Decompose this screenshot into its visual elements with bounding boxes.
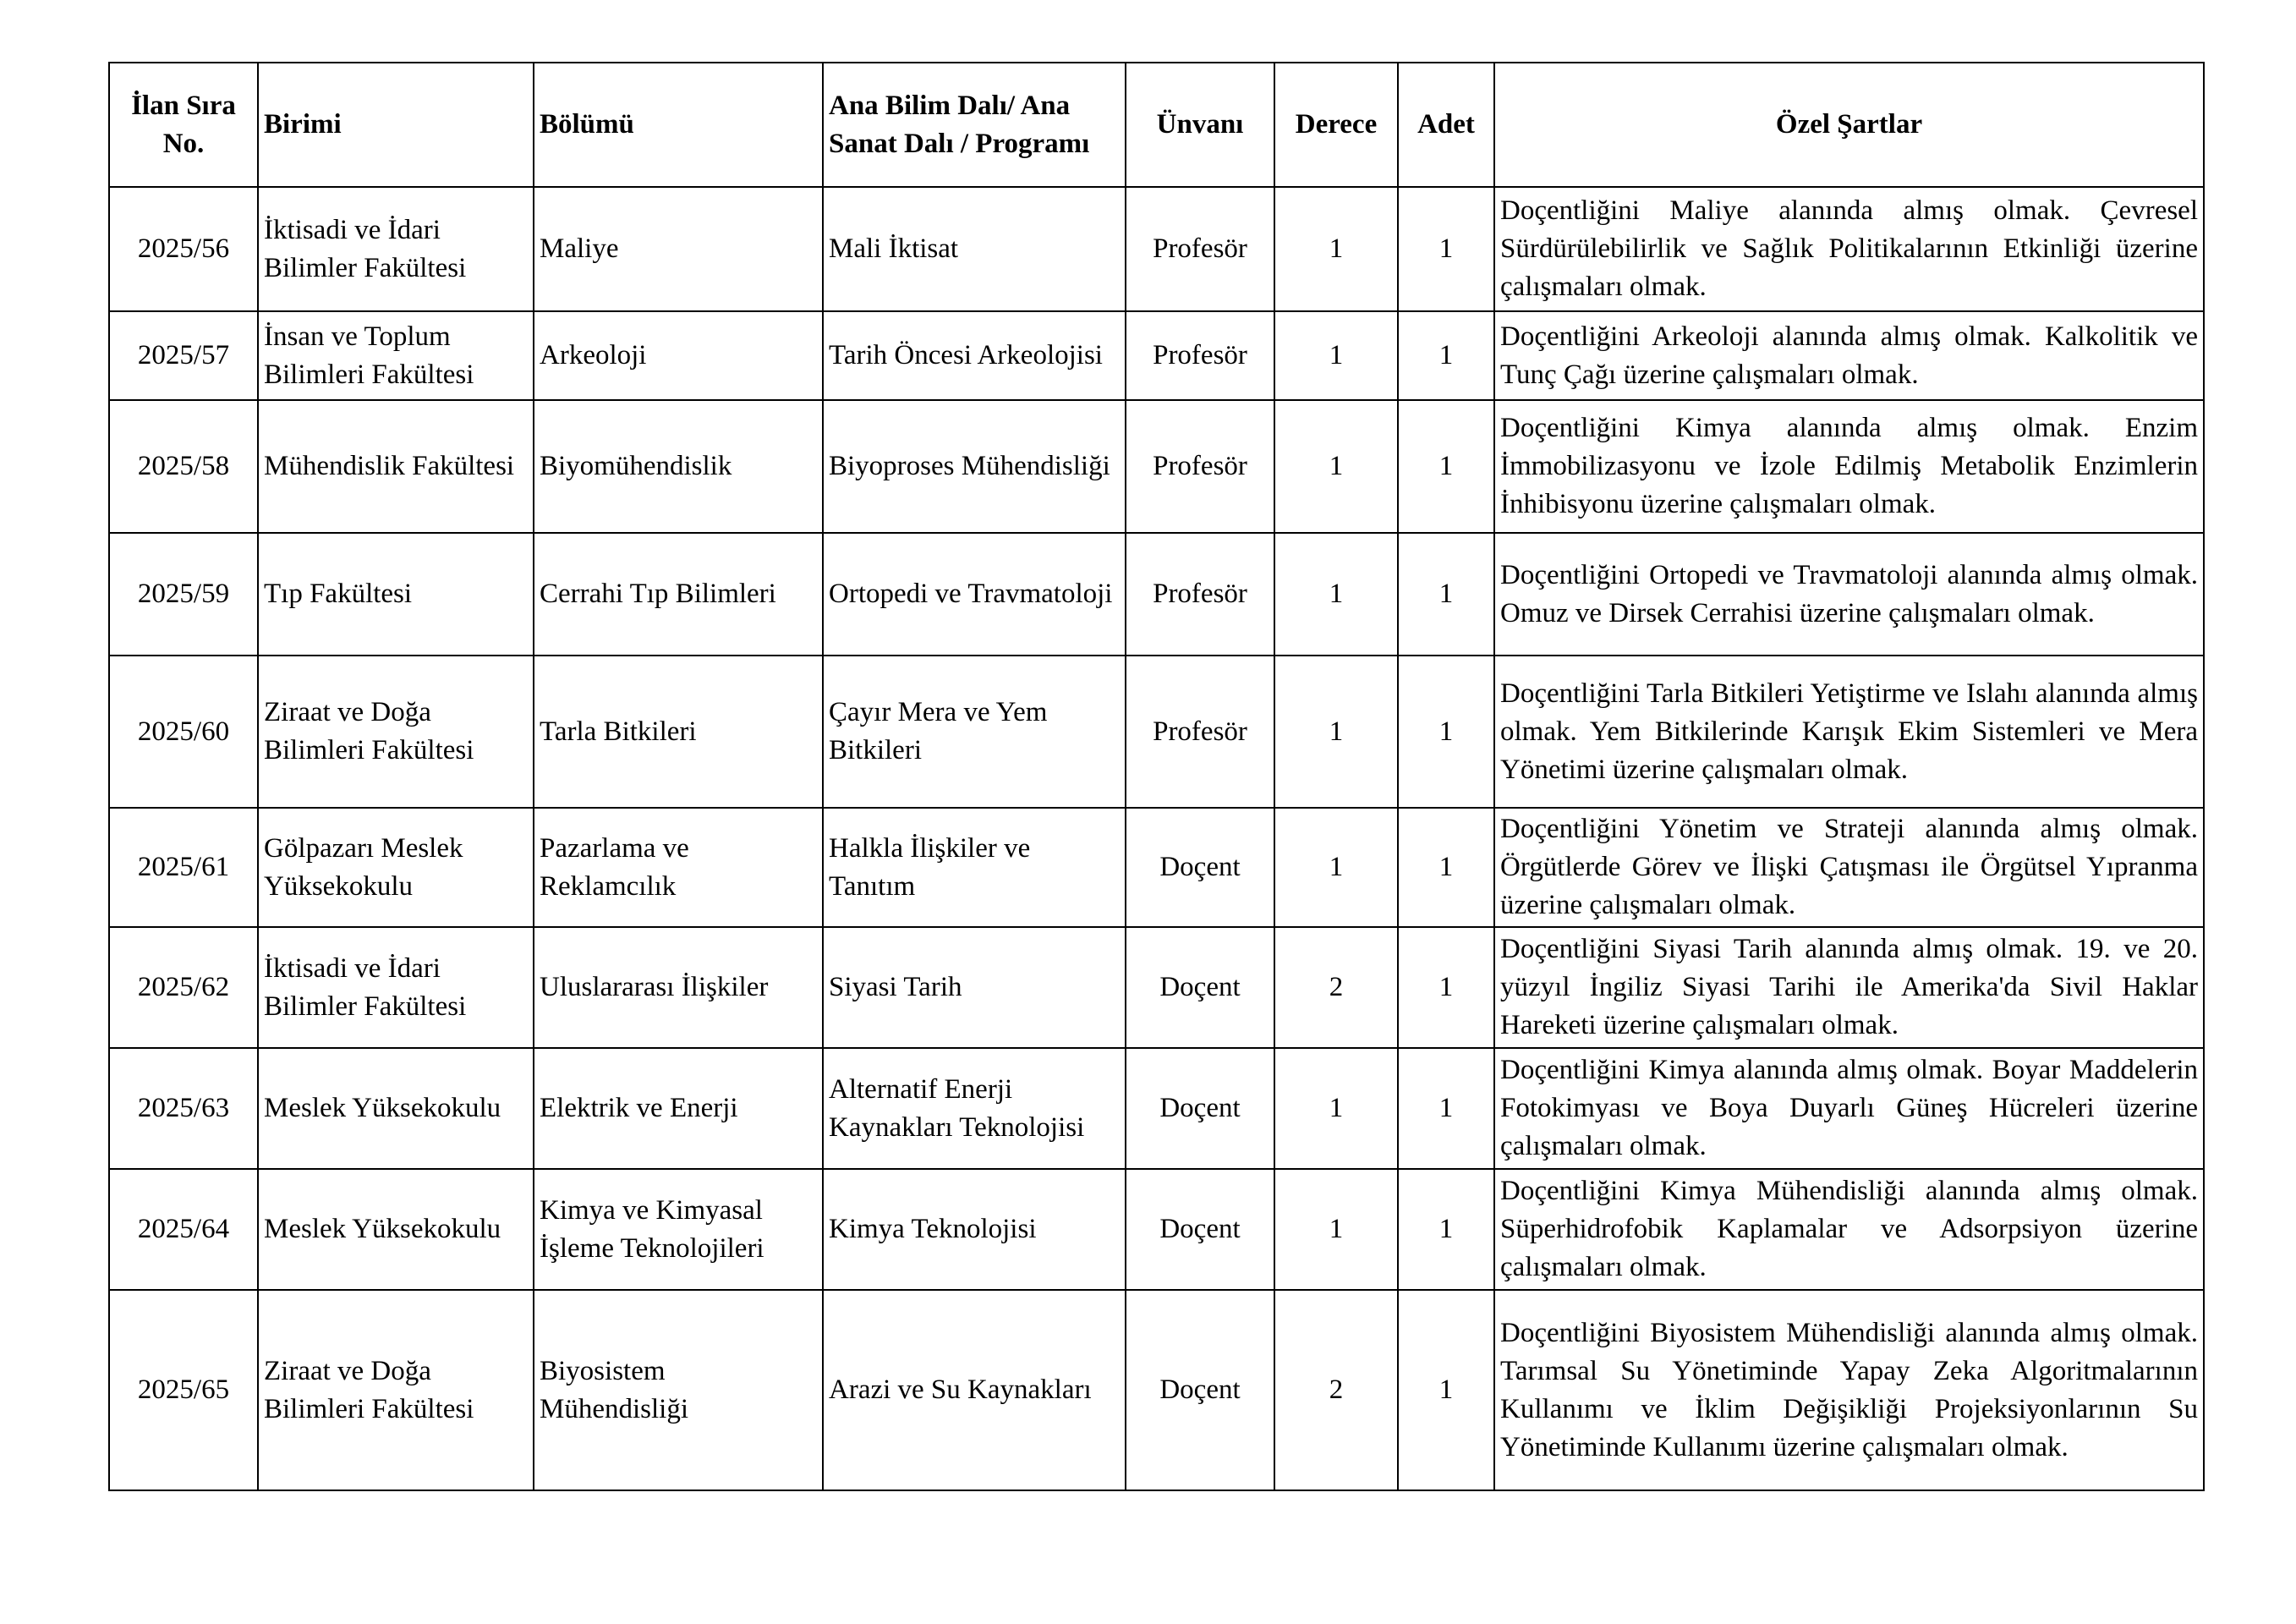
table-row <box>109 311 2204 400</box>
anabilim-cell: Halkla İlişkiler ve Tanıtım <box>823 808 1126 927</box>
bolumu-cell: Maliye <box>534 187 823 311</box>
header-birimi: Birimi <box>258 63 534 187</box>
ozel-sartlar-cell: Doçentliğini Kimya alanında almış olmak. Boyar Maddelerin Fotokimyası ve Boya Duyarlı Güneş Hücreleri üzerine çalışmaları olmak. <box>1494 1048 2204 1169</box>
derece-cell: 1 <box>1274 533 1398 656</box>
unvani-cell: Doçent <box>1126 808 1274 927</box>
unvani-cell: Profesör <box>1126 656 1274 808</box>
adet-cell: 1 <box>1398 311 1494 400</box>
adet-cell: 1 <box>1398 187 1494 311</box>
anabilim-cell: Siyasi Tarih <box>823 927 1126 1048</box>
birimi-cell: Gölpazarı Meslek Yüksekokulu <box>258 808 534 927</box>
birimi-cell: İktisadi ve İdari Bilimler Fakültesi <box>258 187 534 311</box>
birimi-cell: Meslek Yüksekokulu <box>258 1169 534 1290</box>
ozel-sartlar-cell: Doçentliğini Ortopedi ve Travmatoloji alanında almış olmak. Omuz ve Dirsek Cerrahisi üzerine çalışmaları olmak. <box>1494 533 2204 656</box>
unvani-cell: Doçent <box>1126 1290 1274 1490</box>
table-row <box>109 808 2204 927</box>
unvani-cell: Profesör <box>1126 311 1274 400</box>
table-row <box>109 1048 2204 1169</box>
header-derece: Derece <box>1274 63 1398 187</box>
derece-cell: 1 <box>1274 400 1398 533</box>
bolumu-cell: Biyomühendislik <box>534 400 823 533</box>
ozel-sartlar-cell: Doçentliğini Biyosistem Mühendisliği alanında almış olmak. Tarımsal Su Yönetiminde Yapay Zeka Algoritmalarının Kullanımı ve İklim Değişikliği Projeksiyonlarının Su Yönetiminde Kullanımı üzerine çalışmaları olmak. <box>1494 1290 2204 1490</box>
header-ozel: Özel Şartlar <box>1494 63 2204 187</box>
birimi-cell: Mühendislik Fakültesi <box>258 400 534 533</box>
ilan-cell: 2025/59 <box>109 533 258 656</box>
anabilim-cell: Tarih Öncesi Arkeolojisi <box>823 311 1126 400</box>
adet-cell: 1 <box>1398 927 1494 1048</box>
table-row <box>109 533 2204 656</box>
ilan-cell: 2025/65 <box>109 1290 258 1490</box>
adet-cell: 1 <box>1398 1169 1494 1290</box>
derece-cell: 1 <box>1274 1169 1398 1290</box>
bolumu-cell: Biyosistem Mühendisliği <box>534 1290 823 1490</box>
ilan-cell: 2025/58 <box>109 400 258 533</box>
derece-cell: 1 <box>1274 311 1398 400</box>
derece-cell: 1 <box>1274 656 1398 808</box>
bolumu-cell: Arkeoloji <box>534 311 823 400</box>
anabilim-cell: Ortopedi ve Travmatoloji <box>823 533 1126 656</box>
derece-cell: 2 <box>1274 1290 1398 1490</box>
birimi-cell: İnsan ve Toplum Bilimleri Fakültesi <box>258 311 534 400</box>
unvani-cell: Doçent <box>1126 927 1274 1048</box>
adet-cell: 1 <box>1398 533 1494 656</box>
ozel-sartlar-cell: Doçentliğini Arkeoloji alanında almış olmak. Kalkolitik ve Tunç Çağı üzerine çalışmaları olmak. <box>1494 311 2204 400</box>
table-row <box>109 927 2204 1048</box>
adet-cell: 1 <box>1398 400 1494 533</box>
ozel-sartlar-cell: Doçentliğini Maliye alanında almış olmak. Çevresel Sürdürülebilirlik ve Sağlık Politikalarının Etkinliği üzerine çalışmaları olmak. <box>1494 187 2204 311</box>
adet-cell: 1 <box>1398 656 1494 808</box>
positions-table <box>108 62 2205 1491</box>
unvani-cell: Doçent <box>1126 1048 1274 1169</box>
ozel-sartlar-cell: Doçentliğini Kimya alanında almış olmak. Enzim İmmobilizasyonu ve İzole Edilmiş Metabolik Enzimlerin İnhibisyonu üzerine çalışmaları olmak. <box>1494 400 2204 533</box>
ozel-sartlar-cell: Doçentliğini Tarla Bitkileri Yetiştirme ve Islahı alanında almış olmak. Yem Bitkilerinde Karışık Ekim Sistemleri ve Mera Yönetimi üzerine çalışmaları olmak. <box>1494 656 2204 808</box>
table-row <box>109 656 2204 808</box>
ilan-cell: 2025/62 <box>109 927 258 1048</box>
derece-cell: 2 <box>1274 927 1398 1048</box>
header-unvani: Ünvanı <box>1126 63 1274 187</box>
header-bolumu: Bölümü <box>534 63 823 187</box>
ilan-cell: 2025/63 <box>109 1048 258 1169</box>
anabilim-cell: Mali İktisat <box>823 187 1126 311</box>
unvani-cell: Doçent <box>1126 1169 1274 1290</box>
adet-cell: 1 <box>1398 1290 1494 1490</box>
unvani-cell: Profesör <box>1126 533 1274 656</box>
ozel-sartlar-cell: Doçentliğini Siyasi Tarih alanında almış olmak. 19. ve 20. yüzyıl İngiliz Siyasi Tarihi ile Amerika'da Sivil Haklar Hareketi üzerine çalışmaları olmak. <box>1494 927 2204 1048</box>
birimi-cell: Tıp Fakültesi <box>258 533 534 656</box>
header-adet: Adet <box>1398 63 1494 187</box>
ozel-sartlar-cell: Doçentliğini Yönetim ve Strateji alanında almış olmak. Örgütlerde Görev ve İlişki Çatışması ile Örgütsel Yıpranma üzerine çalışmaları olmak. <box>1494 808 2204 927</box>
derece-cell: 1 <box>1274 1048 1398 1169</box>
anabilim-cell: Arazi ve Su Kaynakları <box>823 1290 1126 1490</box>
bolumu-cell: Kimya ve Kimyasal İşleme Teknolojileri <box>534 1169 823 1290</box>
bolumu-cell: Uluslararası İlişkiler <box>534 927 823 1048</box>
adet-cell: 1 <box>1398 1048 1494 1169</box>
bolumu-cell: Cerrahi Tıp Bilimleri <box>534 533 823 656</box>
birimi-cell: Meslek Yüksekokulu <box>258 1048 534 1169</box>
table-row <box>109 1169 2204 1290</box>
header-anabilim: Ana Bilim Dalı/ Ana Sanat Dalı / Programı <box>823 63 1126 187</box>
table-row <box>109 1290 2204 1490</box>
table-row <box>109 400 2204 533</box>
ilan-cell: 2025/56 <box>109 187 258 311</box>
bolumu-cell: Tarla Bitkileri <box>534 656 823 808</box>
ilan-cell: 2025/57 <box>109 311 258 400</box>
ilan-cell: 2025/61 <box>109 808 258 927</box>
unvani-cell: Profesör <box>1126 187 1274 311</box>
anabilim-cell: Biyoproses Mühendisliği <box>823 400 1126 533</box>
unvani-cell: Profesör <box>1126 400 1274 533</box>
anabilim-cell: Kimya Teknolojisi <box>823 1169 1126 1290</box>
ilan-cell: 2025/60 <box>109 656 258 808</box>
derece-cell: 1 <box>1274 808 1398 927</box>
ozel-sartlar-cell: Doçentliğini Kimya Mühendisliği alanında almış olmak. Süperhidrofobik Kaplamalar ve Adsorpsiyon üzerine çalışmaları olmak. <box>1494 1169 2204 1290</box>
derece-cell: 1 <box>1274 187 1398 311</box>
bolumu-cell: Pazarlama ve Reklamcılık <box>534 808 823 927</box>
anabilim-cell: Çayır Mera ve Yem Bitkileri <box>823 656 1126 808</box>
header-ilan: İlan Sıra No. <box>109 63 258 187</box>
bolumu-cell: Elektrik ve Enerji <box>534 1048 823 1169</box>
adet-cell: 1 <box>1398 808 1494 927</box>
birimi-cell: İktisadi ve İdari Bilimler Fakültesi <box>258 927 534 1048</box>
table-row <box>109 187 2204 311</box>
birimi-cell: Ziraat ve Doğa Bilimleri Fakültesi <box>258 1290 534 1490</box>
header-row <box>109 63 2204 187</box>
anabilim-cell: Alternatif Enerji Kaynakları Teknolojisi <box>823 1048 1126 1169</box>
birimi-cell: Ziraat ve Doğa Bilimleri Fakültesi <box>258 656 534 808</box>
ilan-cell: 2025/64 <box>109 1169 258 1290</box>
